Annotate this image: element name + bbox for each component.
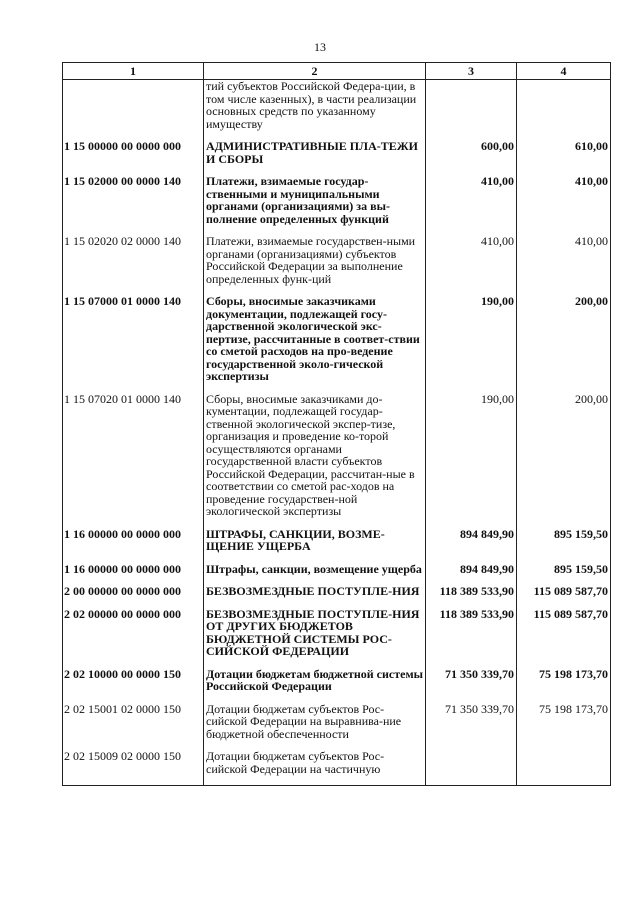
budget-code-cell: 1 15 07020 01 0000 140: [63, 393, 204, 528]
amount-col4-cell: 200,00: [517, 295, 611, 393]
table-header: [63, 63, 611, 80]
budget-code-cell: 2 02 00000 00 0000 000: [63, 608, 204, 668]
budget-code-cell: 2 02 15001 02 0000 150: [63, 703, 204, 751]
amount-col4-cell: 75 198 173,70: [517, 668, 611, 703]
amount-col3-cell: 71 350 339,70: [426, 668, 517, 703]
item-name-cell: Платежи, взимаемые государствен-ными органами (организациями) субъектов Российской Федерации за выполнение определенных функ-ций: [204, 235, 426, 295]
amount-col4-cell: [517, 80, 611, 141]
table-row: [63, 585, 611, 608]
budget-code-cell: 1 15 07000 01 0000 140: [63, 295, 204, 393]
item-name-cell: Сборы, вносимые заказчиками документации, подлежащей госу-дарственной экологической экс-пертизе, рассчитанные в соответ-ствии со сметой расходов на про-ведение государственной эколо-гической экспертизы: [204, 295, 426, 393]
amount-col3-cell: 190,00: [426, 393, 517, 528]
budget-code-cell: 1 15 02020 02 0000 140: [63, 235, 204, 295]
table-row: [63, 563, 611, 586]
amount-col4-cell: [517, 750, 611, 786]
item-name-cell: АДМИНИСТРАТИВНЫЕ ПЛА-ТЕЖИ И СБОРЫ: [204, 140, 426, 175]
item-name-cell: Платежи, взимаемые государ-ственными и муниципальными органами (организациями) за вы-полнение определенных функций: [204, 175, 426, 235]
table-body: [63, 80, 611, 786]
amount-col4-cell: 895 159,50: [517, 528, 611, 563]
budget-code-cell: 2 02 10000 00 0000 150: [63, 668, 204, 703]
column-header-1: 1: [63, 63, 204, 80]
item-name-cell: БЕЗВОЗМЕЗДНЫЕ ПОСТУПЛЕ-НИЯ: [204, 585, 426, 608]
item-name-cell: БЕЗВОЗМЕЗДНЫЕ ПОСТУПЛЕ-НИЯ ОТ ДРУГИХ БЮДЖЕТОВ БЮДЖЕТНОЙ СИСТЕМЫ РОС-СИЙСКОЙ ФЕДЕРАЦИИ: [204, 608, 426, 668]
item-name-cell: тий субъектов Российской Федера-ции, в том числе казенных), в части реализации основных средств по указанному имуществу: [204, 80, 426, 141]
amount-col4-cell: 895 159,50: [517, 563, 611, 586]
amount-col3-cell: 600,00: [426, 140, 517, 175]
table-row: [63, 668, 611, 703]
amount-col3-cell: 410,00: [426, 235, 517, 295]
amount-col3-cell: 118 389 533,90: [426, 585, 517, 608]
item-name-cell: Дотации бюджетам бюджетной системы Российской Федерации: [204, 668, 426, 703]
column-header-3: 3: [426, 63, 517, 80]
amount-col3-cell: [426, 80, 517, 141]
item-name-cell: Дотации бюджетам субъектов Рос-сийской Федерации на выравнива-ние бюджетной обеспеченности: [204, 703, 426, 751]
page-number: 13: [314, 40, 326, 54]
amount-col4-cell: 115 089 587,70: [517, 585, 611, 608]
amount-col3-cell: 190,00: [426, 295, 517, 393]
item-name-cell: ШТРАФЫ, САНКЦИИ, ВОЗМЕ-ЩЕНИЕ УЩЕРБА: [204, 528, 426, 563]
amount-col3-cell: 71 350 339,70: [426, 703, 517, 751]
amount-col3-cell: [426, 750, 517, 786]
budget-code-cell: [63, 80, 204, 141]
amount-col4-cell: 200,00: [517, 393, 611, 528]
budget-code-cell: 1 16 00000 00 0000 000: [63, 528, 204, 563]
amount-col3-cell: 894 849,90: [426, 563, 517, 586]
budget-code-cell: 1 15 02000 00 0000 140: [63, 175, 204, 235]
amount-col4-cell: 410,00: [517, 235, 611, 295]
table-row: [63, 393, 611, 528]
item-name-cell: Штрафы, санкции, возмещение ущерба: [204, 563, 426, 586]
budget-code-cell: 1 16 00000 00 0000 000: [63, 563, 204, 586]
table-row: [63, 528, 611, 563]
amount-col4-cell: 75 198 173,70: [517, 703, 611, 751]
item-name-cell: Сборы, вносимые заказчиками до-кументации, подлежащей государ-ственной экологической экспер-тизе, организация и проведение ко-торой осуществляются органами государственной власти субъектов Российской Федерации, рассчитан-ные в соответствии со сметой рас-ходов на проведение государствен-ной экологической экспертизы: [204, 393, 426, 528]
amount-col4-cell: 410,00: [517, 175, 611, 235]
amount-col4-cell: 115 089 587,70: [517, 608, 611, 668]
table-row: [63, 235, 611, 295]
amount-col3-cell: 410,00: [426, 175, 517, 235]
revenue-table: [62, 62, 611, 786]
table-row: [63, 80, 611, 141]
table-row: [63, 140, 611, 175]
budget-code-cell: 2 02 15009 02 0000 150: [63, 750, 204, 786]
table-row: [63, 295, 611, 393]
amount-col3-cell: 118 389 533,90: [426, 608, 517, 668]
table-row: [63, 608, 611, 668]
table-row: [63, 175, 611, 235]
budget-code-cell: 1 15 00000 00 0000 000: [63, 140, 204, 175]
item-name-cell: Дотации бюджетам субъектов Рос-сийской Федерации на частичную: [204, 750, 426, 786]
table-row: [63, 750, 611, 786]
budget-code-cell: 2 00 00000 00 0000 000: [63, 585, 204, 608]
column-header-2: 2: [204, 63, 426, 80]
column-header-4: 4: [517, 63, 611, 80]
table-row: [63, 703, 611, 751]
amount-col4-cell: 610,00: [517, 140, 611, 175]
amount-col3-cell: 894 849,90: [426, 528, 517, 563]
